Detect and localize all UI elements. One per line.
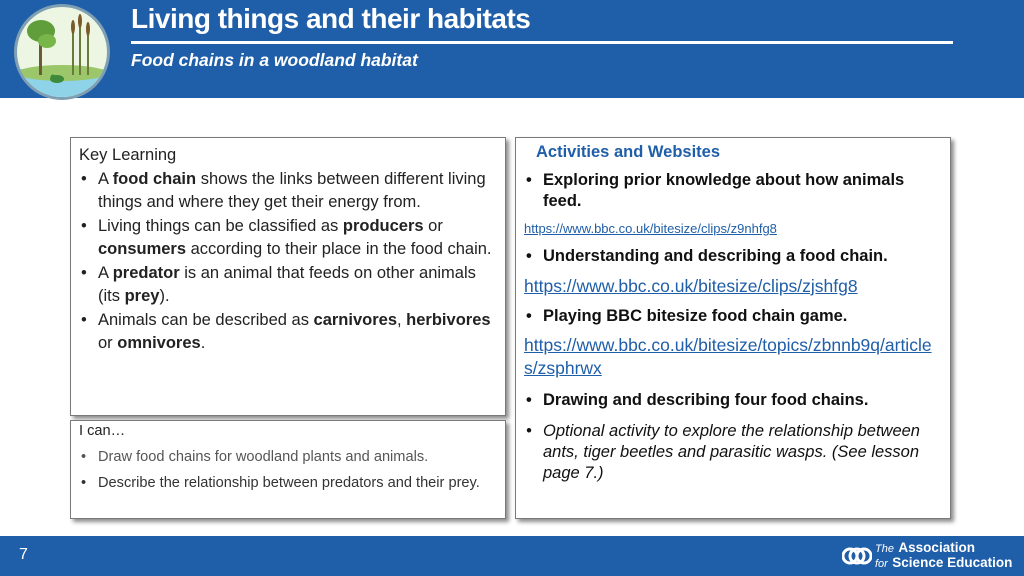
text-run: Living things can be classified as <box>98 216 343 235</box>
key-term: food chain <box>112 169 197 188</box>
text-run: according to their place in the food chain. <box>186 240 492 258</box>
ase-logo <box>842 540 1022 572</box>
activities-list <box>524 170 942 212</box>
text-run: Animals can be described as <box>98 310 314 329</box>
i-can-box <box>70 420 506 519</box>
activity-item: • Understanding and describing a food chain. <box>524 246 942 267</box>
activities-heading: Activities and Websites <box>536 143 721 161</box>
ase-mark-icon <box>842 541 872 571</box>
activity-item: • Exploring prior knowledge about how animals feed. <box>524 170 942 212</box>
key-term: prey <box>124 287 160 305</box>
key-term: predator <box>112 263 180 282</box>
key-learning-item <box>79 168 497 215</box>
text-run: ). <box>159 287 170 305</box>
habitat-logo-icon <box>14 4 110 100</box>
text-run: or <box>423 216 443 235</box>
text-run: shows the links between different living things and where they get their energy from. <box>98 169 486 211</box>
i-can-list <box>79 449 497 491</box>
activity-link-2[interactable]: https://www.bbc.co.uk/bitesize/clips/zjshfg8 <box>524 276 858 296</box>
ase-name-line2: Science Education <box>892 555 1013 570</box>
key-learning-item <box>79 215 497 262</box>
key-term: omnivores <box>117 334 201 352</box>
key-term: herbivores <box>406 310 491 329</box>
key-term: carnivores <box>313 310 397 329</box>
list-item: • Draw food chains for woodland plants and animals. <box>79 449 497 465</box>
key-learning-item <box>79 309 497 356</box>
header-bar <box>0 0 1024 98</box>
activity-item-optional: • Optional activity to explore the relationship between ants, tiger beetles and parasitic wasps. (See lesson page 7.) <box>524 421 942 484</box>
footer-bar <box>0 536 1024 576</box>
key-term: consumers <box>98 240 187 258</box>
text-run: is an animal that feeds on other animals (its <box>98 263 476 305</box>
ase-name-line1: Association <box>898 540 975 555</box>
text-run: . <box>200 334 206 352</box>
text-run: A <box>98 263 113 282</box>
activities-box <box>515 137 951 519</box>
page-title: Living things and their habitats <box>131 3 531 34</box>
activity-item: • Playing BBC bitesize food chain game. <box>524 306 942 327</box>
key-learning-heading: Key Learning <box>79 146 177 164</box>
page-subtitle: Food chains in a woodland habitat <box>131 50 418 70</box>
activity-item: • Drawing and describing four food chains. <box>524 390 942 411</box>
key-term: producers <box>342 216 424 235</box>
page-number: 7 <box>19 546 28 563</box>
text-run: , <box>397 310 407 329</box>
key-learning-list <box>79 168 497 356</box>
title-divider <box>131 41 953 44</box>
list-item: • Describe the relationship between predators and their prey. <box>79 475 497 491</box>
text-run: A <box>98 169 113 188</box>
ase-the: The <box>875 543 894 555</box>
key-learning-box <box>70 137 506 416</box>
i-can-heading: I can… <box>79 423 126 439</box>
ase-for: for <box>875 558 888 570</box>
text-run: or <box>98 334 118 352</box>
key-learning-item <box>79 262 497 309</box>
activity-link-3[interactable]: https://www.bbc.co.uk/bitesize/topics/zbnnb9q/articles/zsphrwx <box>524 335 932 378</box>
activity-link-1[interactable]: https://www.bbc.co.uk/bitesize/clips/z9nhfg8 <box>524 221 777 236</box>
